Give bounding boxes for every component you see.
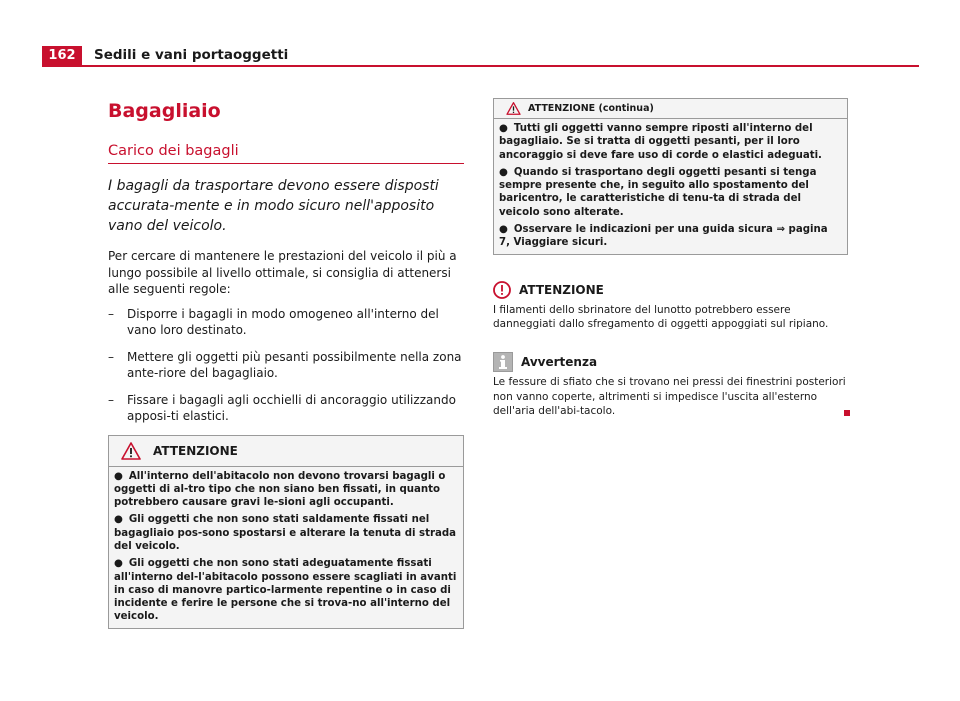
bullet-marker: ● — [114, 558, 123, 570]
info-text: Le fessure di sfiato che si trovano nei pressi dei finestrini posteriori non vanno coperte, altrimenti si impedisce l'uscita all'esterno dell'aria dell'abi-tacolo. — [493, 376, 846, 417]
left-column — [108, 100, 464, 629]
steps-list — [108, 306, 464, 425]
warning-body — [109, 467, 463, 628]
list-item — [108, 349, 464, 382]
info-header — [493, 351, 848, 373]
warning-item — [114, 557, 458, 623]
dash-marker: – — [108, 306, 114, 321]
end-of-section-mark — [844, 410, 850, 416]
warning-item — [114, 470, 458, 510]
body-text: Per cercare di mantenere le prestazioni del veicolo il più a lungo possibile al livello ottimale, si consiglia di attenersi alle seguenti regole: — [108, 249, 457, 296]
caution-circle-icon — [493, 281, 511, 299]
bullet-marker: ● — [499, 224, 508, 236]
bullet-marker: ● — [499, 123, 508, 134]
subsection-title: Carico dei bagagli — [108, 142, 464, 164]
warning-item — [499, 122, 842, 162]
page-number: 162 — [42, 46, 82, 66]
right-column — [493, 98, 848, 418]
info-note-icon — [493, 352, 513, 372]
dash-marker: – — [108, 349, 114, 364]
dash-marker: – — [108, 392, 114, 407]
running-title: Sedili e vani portaoggetti — [94, 47, 289, 63]
step-text: Fissare i bagagli agli occhielli di ancoraggio utilizzando apposi-ti elastici. — [127, 392, 456, 423]
bullet-marker: ● — [114, 514, 123, 526]
warning-item — [499, 223, 842, 250]
warning-continued-box — [493, 98, 848, 255]
warning-title: ATTENZIONE (continua) — [528, 103, 654, 114]
warning-item-text: Gli oggetti che non sono stati saldamente fissati nel bagagliaio pos-sono spostarsi e alterare la tenuta di strada del veicolo. — [114, 514, 457, 552]
info-title: Avvertenza — [521, 355, 598, 370]
warning-item — [499, 166, 842, 219]
warning-box — [108, 435, 464, 629]
caution-text: I filamenti dello sbrinatore del lunotto potrebbero essere danneggiati dallo sfregamento di oggetti appoggiati sul ripiano. — [493, 303, 829, 330]
info-text-block — [493, 375, 848, 418]
info-note — [493, 351, 848, 418]
section-title: Bagagliaio — [108, 100, 221, 122]
caution-title: ATTENZIONE — [519, 282, 604, 297]
warning-item-text: Gli oggetti che non sono stati adeguatamente fissati all'interno del-l'abitacolo possono essere scagliati in avanti in caso di manovre partico-larmente repentine o in caso di incidente e ferire le persone che si trova-no all'interno del veicolo. — [114, 558, 457, 623]
list-item — [108, 392, 464, 425]
caution-note — [493, 279, 848, 332]
warning-item — [114, 513, 458, 553]
warning-title: ATTENZIONE — [153, 443, 238, 458]
caution-header — [493, 279, 848, 301]
warning-item-text: Osservare le indicazioni per una guida sicura ⇒ pagina 7, Viaggiare sicuri. — [499, 224, 828, 249]
warning-triangle-icon — [506, 102, 521, 115]
bullet-marker: ● — [499, 166, 508, 178]
warning-body — [494, 119, 847, 254]
step-text: Disporre i bagagli in modo omogeneo all'interno del vano loro destinato. — [127, 306, 439, 337]
header-rule — [42, 65, 919, 67]
warning-header — [494, 99, 847, 119]
warning-header — [109, 436, 463, 467]
list-item — [108, 306, 464, 339]
warning-item-text: All'interno dell'abitacolo non devono trovarsi bagagli o oggetti di al-tro tipo che non siano ben fissati, in quanto potrebbero causare gravi le-sioni agli occupanti. — [114, 470, 446, 509]
warning-item-text: Tutti gli oggetti vanno sempre riposti all'interno del bagagliaio. Se si tratta di oggetti pesanti, per il loro ancoraggio si deve fare uso di corde o elastici adeguati. — [499, 123, 822, 161]
bullet-marker: ● — [114, 470, 123, 482]
intro-text: I bagagli da trasportare devono essere disposti accurata-mente e in modo sicuro nell'apposito vano del veicolo. — [108, 178, 439, 234]
step-text: Mettere gli oggetti più pesanti possibilmente nella zona ante-riore del bagagliaio. — [127, 349, 462, 380]
warning-item-text: Quando si trasportano degli oggetti pesanti si tenga sempre presente che, in seguito allo spostamento del baricentro, le caratteristiche di tenu-ta di strada del veicolo sono alterate. — [499, 166, 817, 218]
warning-triangle-icon — [121, 442, 141, 460]
